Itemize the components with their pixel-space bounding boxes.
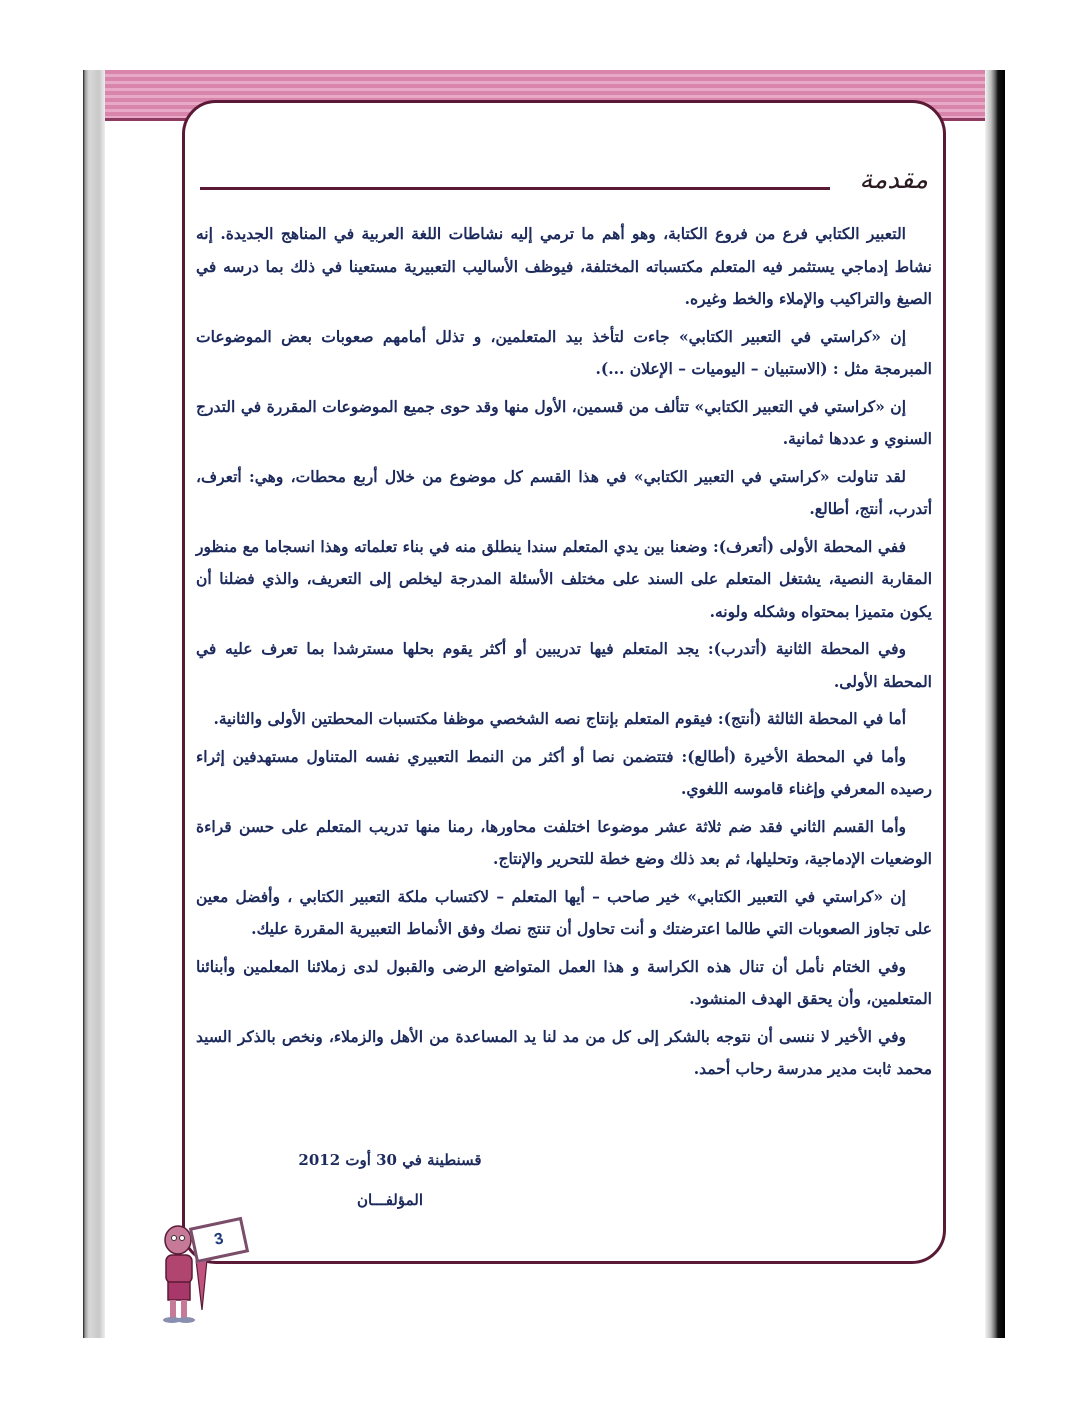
paragraph: وفي الأخير لا ننسى أن نتوجه بالشكر إلى كل من مد لنا يد المساعدة من الأهل والزملاء، ونخص بالذكر السيد محمد ثابت مدير مدرسة رحاب أحمد. xyxy=(196,1026,932,1078)
paragraph: إن «كراستي في التعبير الكتابي» تتألف من قسمين، الأول منها وقد حوى جميع الموضوعات المقررة في التدرج السنوي و عددها ثمانية. xyxy=(196,396,932,448)
signature-block xyxy=(290,1140,490,1220)
page-number: 3 xyxy=(189,1217,249,1263)
introduction-text xyxy=(196,218,932,1091)
page-left-edge xyxy=(83,70,105,1338)
title-underline xyxy=(200,187,830,190)
page-binding-edge xyxy=(985,70,1005,1338)
paragraph: وفي المحطة الثانية (أتدرب): يجد المتعلم فيها تدريبين أو أكثر يقوم بحلها مسترشدا بما تعرف عليه في المحطة الأولى. xyxy=(196,639,932,691)
place-date: قسنطينة في 30 أوت 2012 xyxy=(298,1151,482,1169)
paragraph: أما في المحطة الثالثة (أنتج): فيقوم المتعلم بإنتاج نصه الشخصي موظفا مكتسبات المحطتين الأولى والثانية. xyxy=(213,709,906,728)
paragraph: لقد تناولت «كراستي في التعبير الكتابي» في هذا القسم كل موضوع من خلال أربع محطات، وهي: أتعرف، أتدرب، أنتج، أطالع. xyxy=(196,466,932,518)
paragraph: ففي المحطة الأولى (أتعرف): وضعنا بين يدي المتعلم سندا ينطلق منه في بناء تعلماته وهذا انسجاما مع منظور المقاربة النصية، يشتغل المتعلم على السند على مختلف الأسئلة المدرجة ليخلص إلى التعريف، والذي فضلنا أن يكون متميزا بمحتواه وشكله ولونه. xyxy=(196,536,932,621)
page-title: مقدمة xyxy=(859,165,928,195)
paragraph: وأما في المحطة الأخيرة (أطالع): فتتضمن نصا أو أكثر من النمط التعبيري نفسه المتناول مستهدفين إثراء رصيده المعرفي وإغناء قاموسه اللغوي. xyxy=(196,746,932,798)
authors-label: المؤلفـــان xyxy=(356,1191,424,1209)
paragraph: إن «كراستي في التعبير الكتابي» خير صاحب – أيها المتعلم – لاكتساب ملكة التعبير الكتابي ، وأفضل معين على تجاوز الصعوبات التي طالما اعترضتك و أنت تحاول أن تنتج نصك وفق الأنماط التعبيرية المقررة عليك. xyxy=(196,886,932,938)
paragraph: التعبير الكتابي فرع من فروع الكتابة، وهو أهم ما ترمي إليه نشاطات اللغة العربية في المناهج الجديدة. إنه نشاط إدماجي يستثمر فيه المتعلم مكتسباته المختلفة، فيوظف الأساليب التعبيرية مستعينا في ذلك بما درسه في الصيغ والتراكيب والإملاء والخط وغيره. xyxy=(196,224,932,308)
paragraph: إن «كراستي في التعبير الكتابي» جاءت لتأخذ بيد المتعلمين، و تذلل أمامهم صعوبات بعض الموضوعات المبرمجة مثل : (الاستبيان – اليوميات – الإعلان ...). xyxy=(196,326,932,378)
paragraph: وأما القسم الثاني فقد ضم ثلاثة عشر موضوعا اختلفت محاورها، رمنا منها تدريب المتعلم على حسن قراءة الوضعيات الإدماجية، وتحليلها، ثم بعد ذلك وضع خطة للتحرير والإنتاج. xyxy=(196,816,932,868)
title-row xyxy=(200,165,930,205)
paragraph: وفي الختام نأمل أن تنال هذه الكراسة و هذا العمل المتواضع الرضى والقبول لدى زملائنا المعلمين وأبنائنا المتعلمين، وأن يحقق الهدف المنشود. xyxy=(196,956,932,1008)
